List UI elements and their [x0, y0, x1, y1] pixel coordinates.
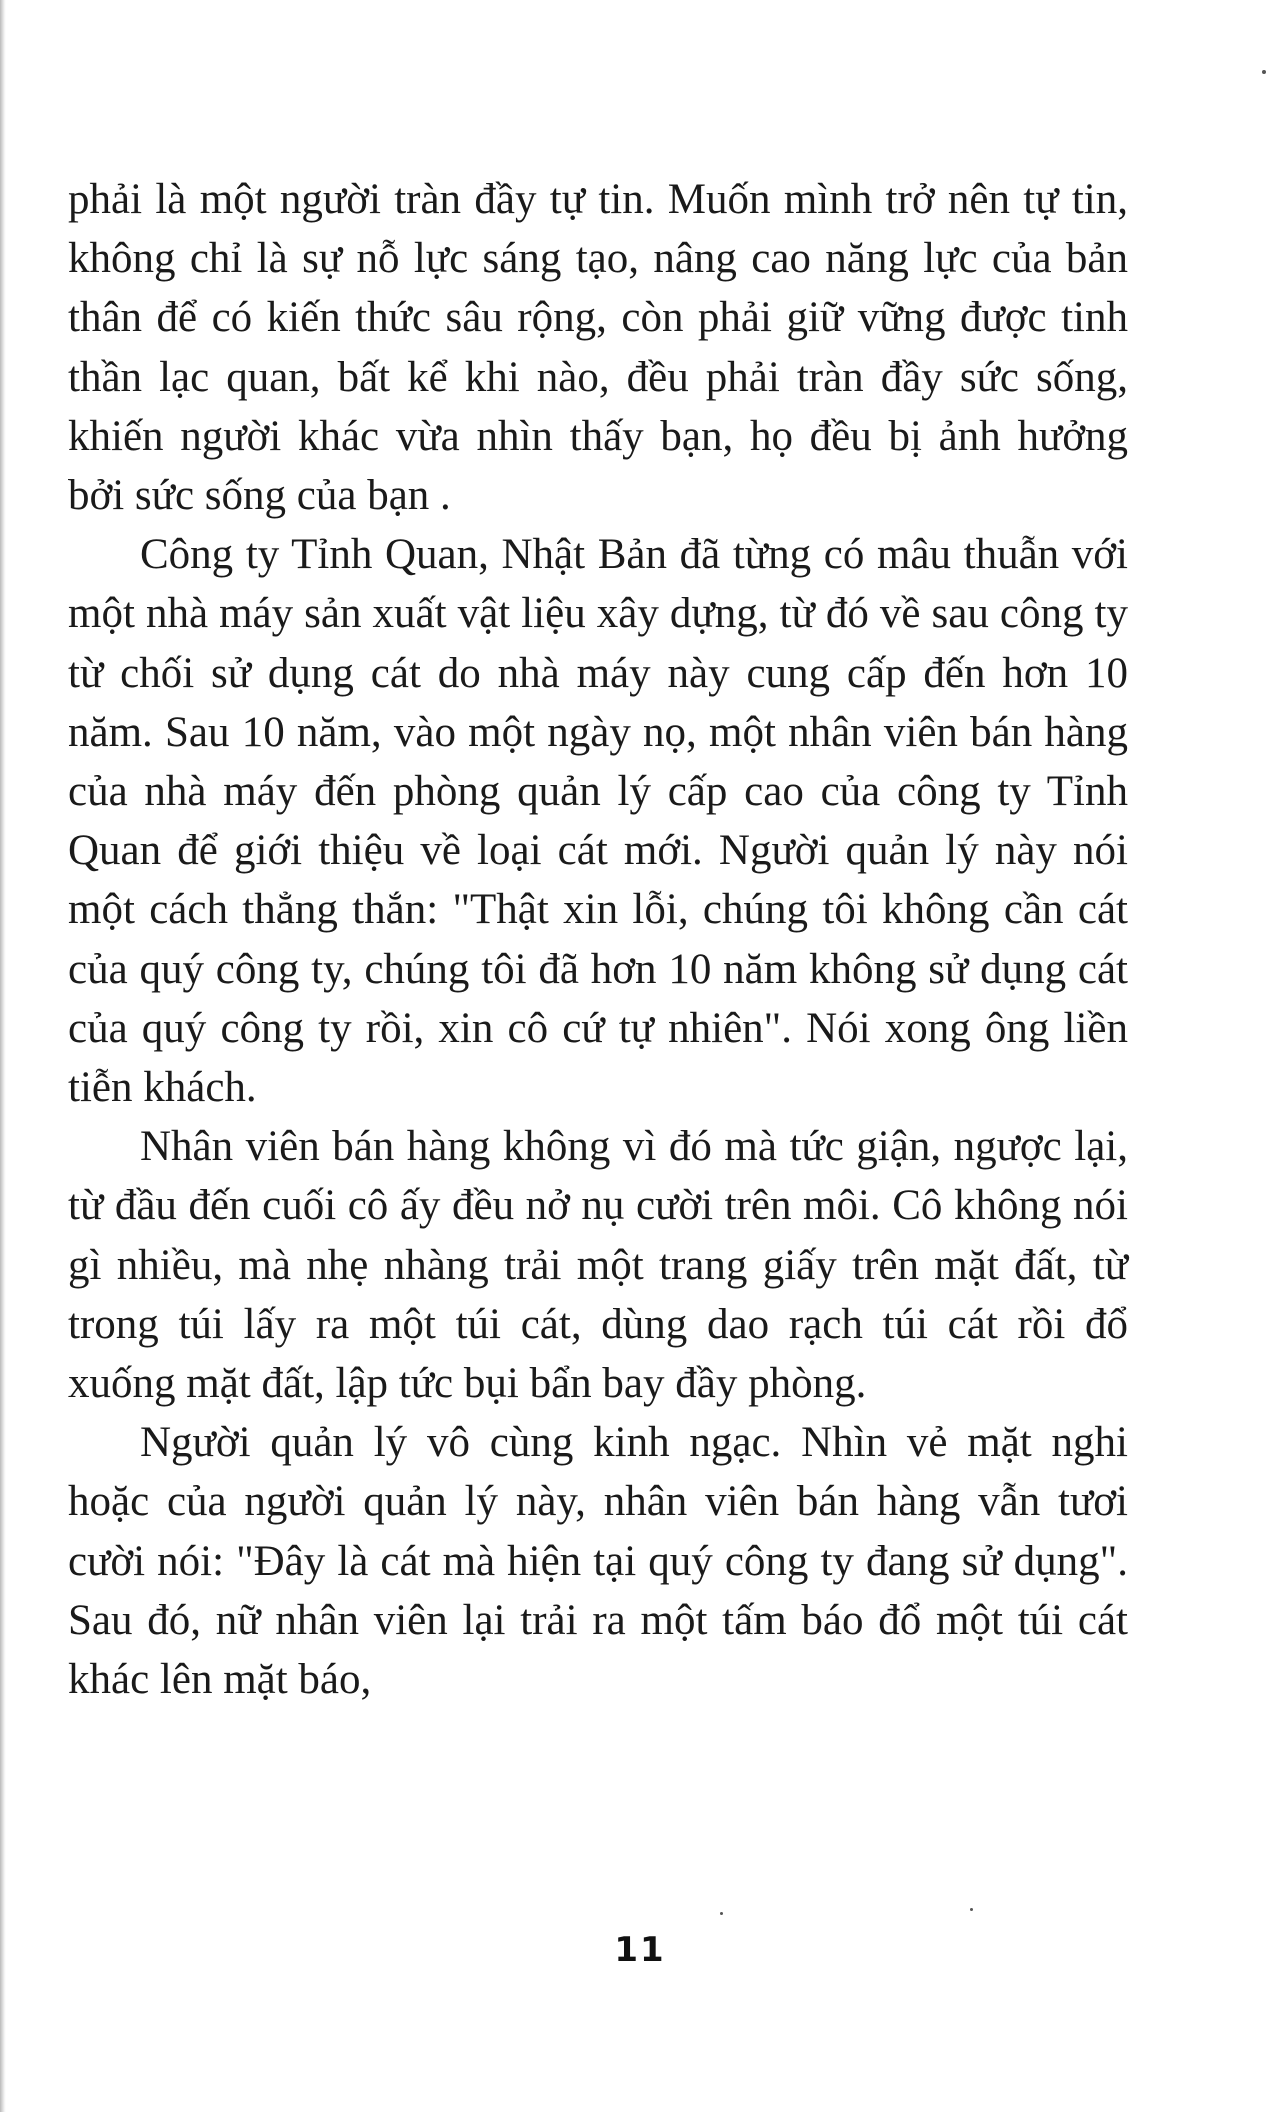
scan-speck: [1262, 70, 1266, 74]
paragraph-2: Công ty Tỉnh Quan, Nhật Bản đã từng có mâu thuẫn với một nhà máy sản xuất vật liệu xây dựng, từ đó về sau công ty từ chối sử dụng cát do nhà máy này cung cấp đến hơn 10 năm. Sau 10 năm, vào một ngày nọ, một nhân viên bán hàng của nhà máy đến phòng quản lý cấp cao của công ty Tỉnh Quan để giới thiệu về loại cát mới. Người quản lý này nói một cách thẳng thắn: "Thật xin lỗi, chúng tôi không cần cát của quý công ty, chúng tôi đã hơn 10 năm không sử dụng cát của quý công ty rồi, xin cô cứ tự nhiên". Nói xong ông liền tiễn khách.: [68, 531, 1128, 1112]
scan-speck: [970, 1908, 973, 1911]
body-text: [68, 170, 1128, 1709]
paragraph-4: Người quản lý vô cùng kinh ngạc. Nhìn vẻ mặt nghi hoặc của người quản lý này, nhân viên bán hàng vẫn tươi cười nói: "Đây là cát mà hiện tại quý công ty đang sử dụng". Sau đó, nữ nhân viên lại trải ra một tấm báo đổ một túi cát khác lên mặt báo,: [68, 1419, 1128, 1704]
scan-speck: [720, 1912, 723, 1915]
paragraph-3: Nhân viên bán hàng không vì đó mà tức giận, ngược lại, từ đầu đến cuối cô ấy đều nở nụ cười trên môi. Cô không nói gì nhiều, mà nhẹ nhàng trải một trang giấy trên mặt đất, từ trong túi lấy ra một túi cát, dùng dao rạch túi cát rồi đổ xuống mặt đất, lập tức bụi bẩn bay đầy phòng.: [68, 1123, 1128, 1408]
paragraph-1: phải là một người tràn đầy tự tin. Muốn mình trở nên tự tin, không chỉ là sự nỗ lực sáng tạo, nâng cao năng lực của bản thân để có kiến thức sâu rộng, còn phải giữ vững được tinh thần lạc quan, bất kể khi nào, đều phải tràn đầy sức sống, khiến người khác vừa nhìn thấy bạn, họ đều bị ảnh hưởng bởi sức sống của bạn .: [68, 176, 1128, 520]
scan-edge-shadow: [0, 0, 6, 2112]
page-number: 11: [614, 1930, 666, 1970]
